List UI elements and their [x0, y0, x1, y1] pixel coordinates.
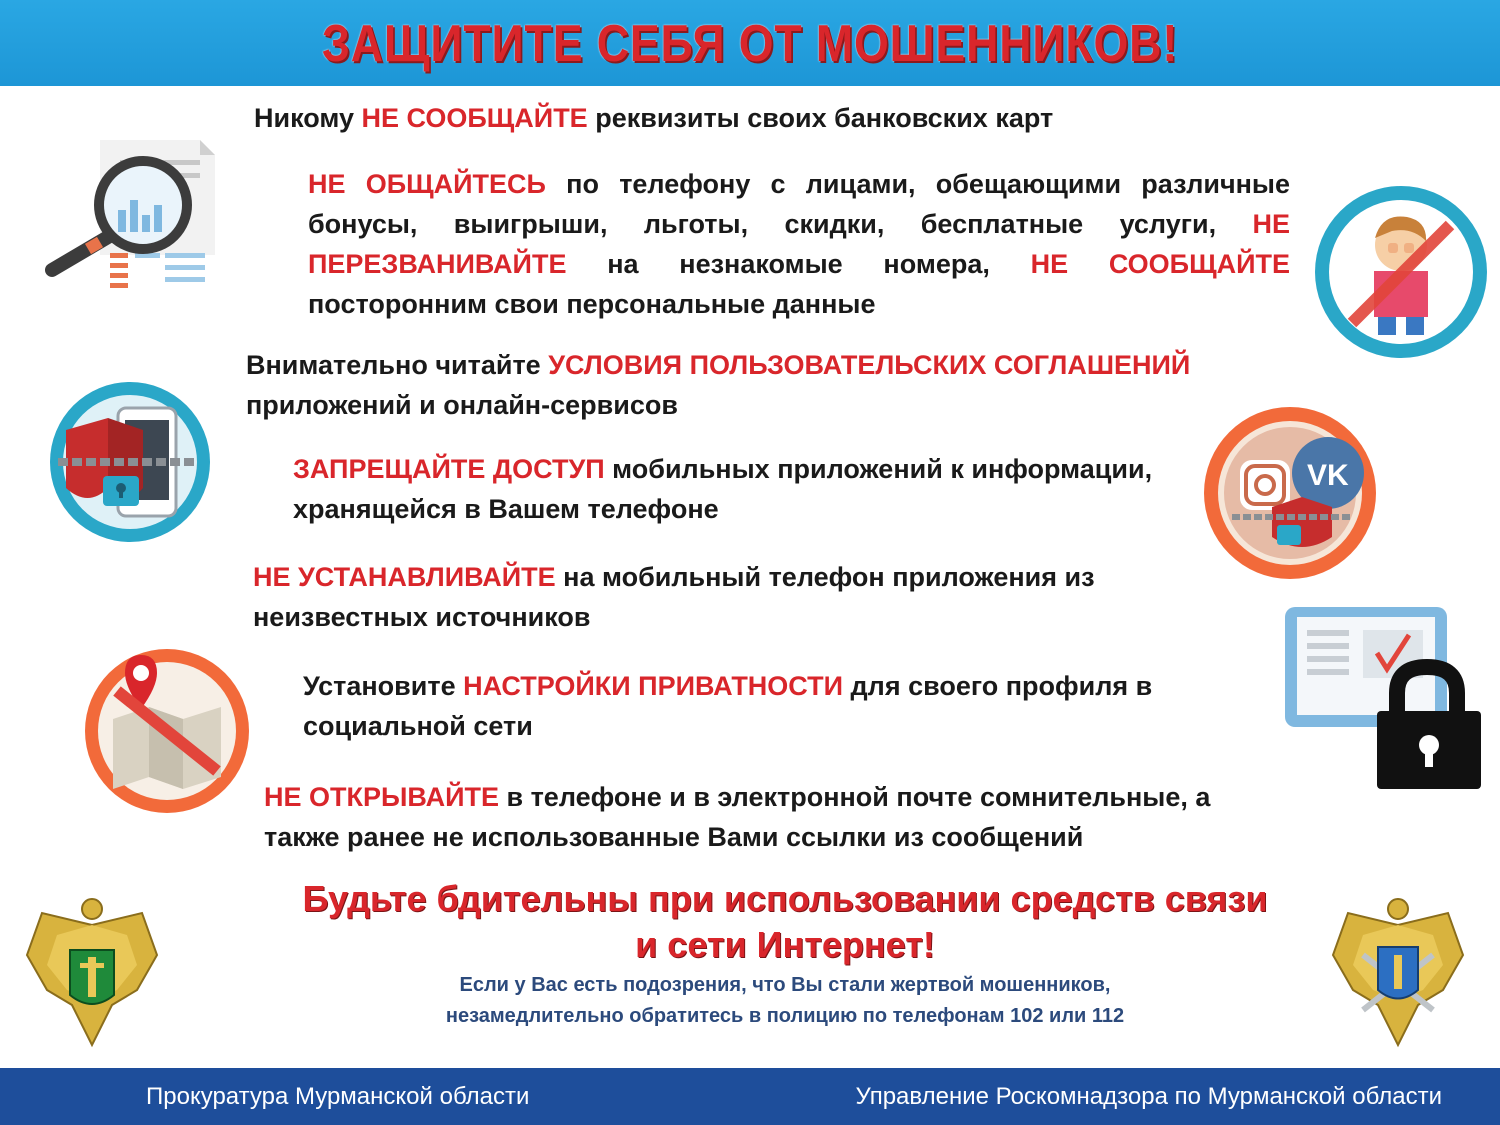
- tip-bank-cards: Никому НЕ СООБЩАЙТЕ реквизиты своих банковских карт: [254, 103, 1054, 133]
- police-note: Если у Вас есть подозрения, что Вы стали жертвой мошенников, незамедлительно обратитесь в полицию по телефонам 102 или 112: [445, 974, 1125, 1027]
- crying-child-prohibited-icon: [1312, 183, 1490, 361]
- svg-text:VK: VK: [1307, 459, 1349, 492]
- footer-left: Прокуратура Мурманской области: [146, 1083, 530, 1110]
- tip-suspicious-links: НЕ ОТКРЫВАЙТЕ в телефоне и в электронной почте сомнительные, а также ранее не использованные Вами ссылки из сообщений: [264, 782, 1211, 852]
- tip-phone-calls: НЕ ОБЩАЙТЕСЬ по телефону с лицами, обещающими различные бонусы, выигрыши, льготы, скидки, бесплатные услуги, НЕ ПЕРЕЗВАНИВАЙТЕ на незнакомые номера, НЕ СООБЩАЙТЕ посторонним свои персональные данные: [308, 169, 1291, 319]
- roskomnadzor-emblem-icon: [1328, 895, 1468, 1050]
- magnifier-document-icon: [40, 135, 220, 295]
- tip-user-agreements: Внимательно читайте УСЛОВИЯ ПОЛЬЗОВАТЕЛЬСКИХ СОГЛАШЕНИЙ приложений и онлайн-сервисов: [246, 350, 1191, 420]
- header-banner: [0, 0, 1500, 86]
- map-location-prohibited-icon: [83, 647, 251, 815]
- social-apps-shield-icon: [1202, 405, 1378, 581]
- tip-privacy-settings: Установите НАСТРОЙКИ ПРИВАТНОСТИ для своего профиля в социальной сети: [303, 671, 1153, 741]
- footer-right: Управление Роскомнадзора по Мурманской области: [855, 1083, 1442, 1110]
- tablet-padlock-icon: [1285, 605, 1485, 790]
- tip-deny-access: ЗАПРЕЩАЙТЕ ДОСТУП мобильных приложений к информации, хранящейся в Вашем телефоне: [293, 454, 1153, 524]
- footer-bar: [0, 1068, 1500, 1125]
- prosecutor-emblem-icon: [22, 895, 162, 1050]
- vigilance-callout: Будьте бдительны при использовании средств связи и сети Интернет!: [302, 878, 1268, 965]
- tip-unknown-apps: НЕ УСТАНАВЛИВАЙТЕ на мобильный телефон приложения из неизвестных источников: [253, 562, 1095, 632]
- page-title: ЗАЩИТИТЕ СЕБЯ ОТ МОШЕННИКОВ!: [321, 15, 1179, 73]
- phone-shield-lock-icon: [48, 380, 213, 545]
